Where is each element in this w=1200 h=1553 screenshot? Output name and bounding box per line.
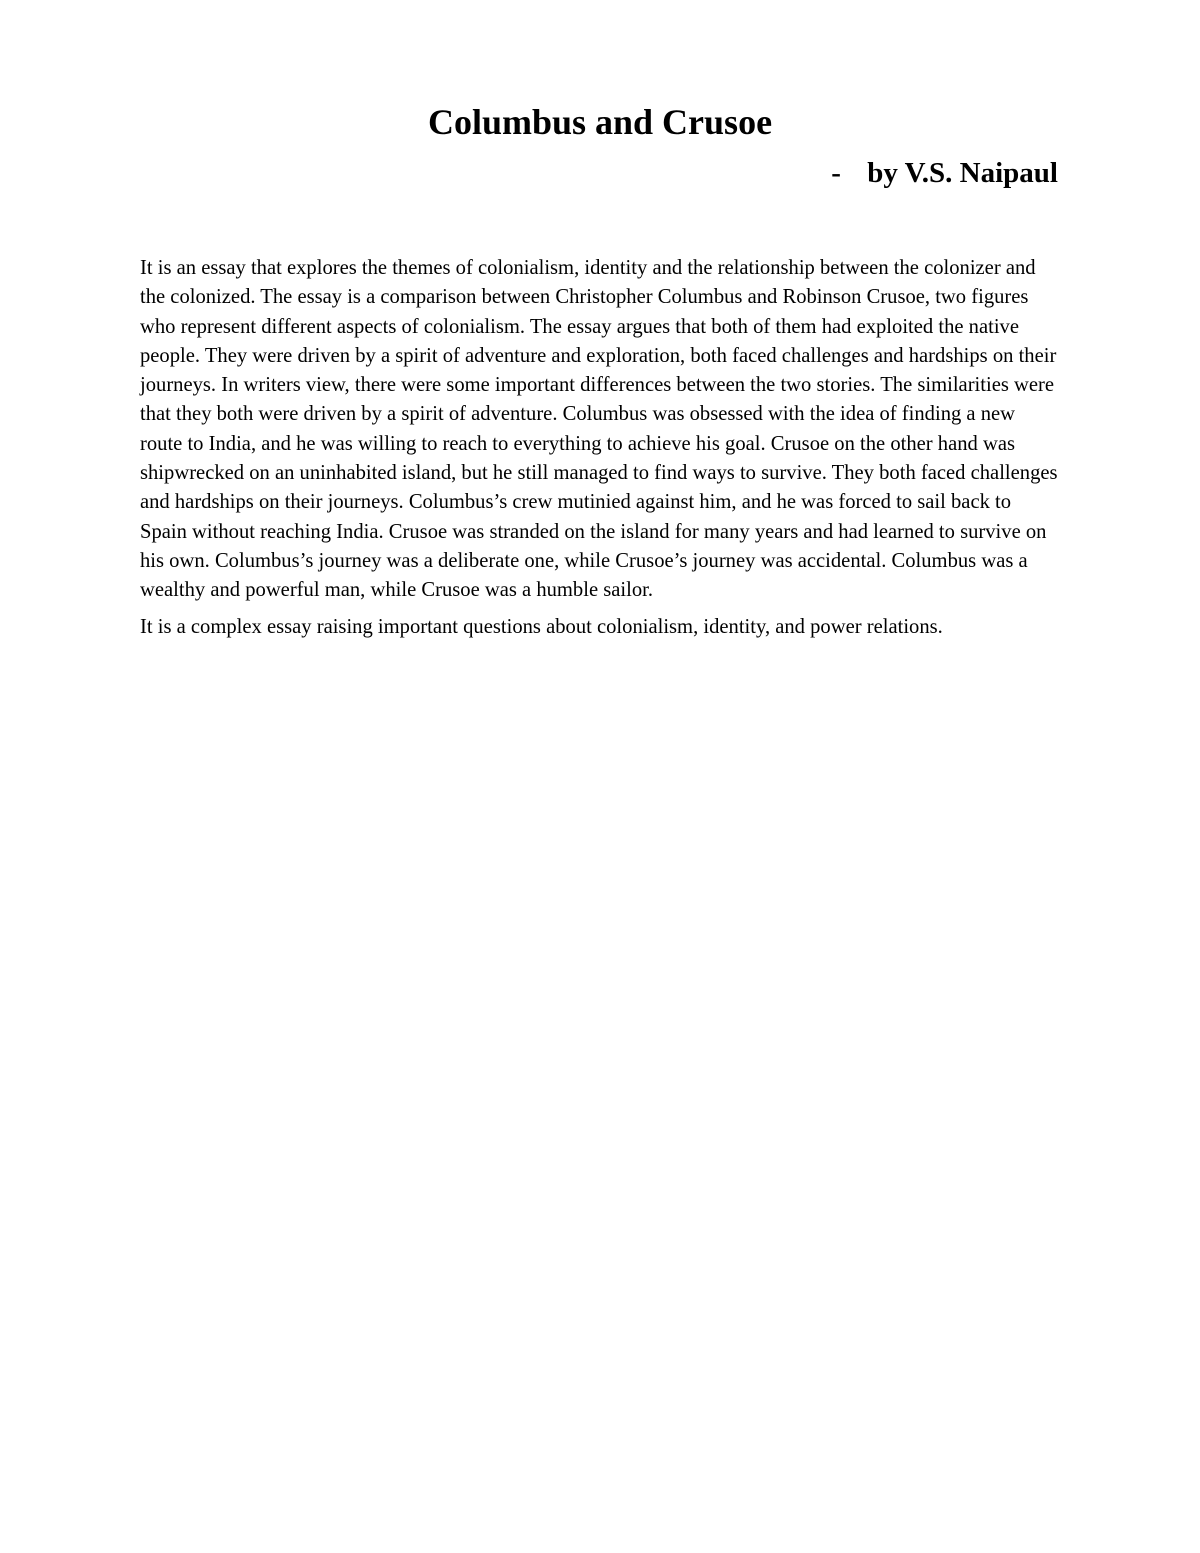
byline-text: by V.S. Naipaul: [867, 157, 1058, 189]
author-byline: [831, 153, 1058, 193]
paragraph: It is an essay that explores the themes of colonialism, identity and the relationship between the colonizer and the colonized. The essay is a comparison between Christopher Columbus and Robinson Crusoe, two figures who represent different aspects of colonialism. The essay argues that both of them had exploited the native people. They were driven by a spirit of adventure and exploration, both faced challenges and hardships on their journeys. In writers view, there were some important differences between the two stories. The similarities were that they both were driven by a spirit of adventure. Columbus was obsessed with the idea of finding a new route to India, and he was willing to reach to everything to achieve his goal. Crusoe on the other hand was shipwrecked on an uninhabited island, but he still managed to find ways to survive. They both faced challenges and hardships on their journeys. Columbus’s crew mutinied against him, and he was forced to sail back to Spain without reaching India. Crusoe was stranded on the island for many years and had learned to survive on his own. Columbus’s journey was a deliberate one, while Crusoe’s journey was accidental. Columbus was a wealthy and powerful man, while Crusoe was a humble sailor.: [140, 257, 1058, 602]
essay-body: [140, 254, 1060, 649]
paragraph: It is a complex essay raising important questions about colonialism, identity, and power relations.: [140, 615, 943, 638]
byline-dash: -: [831, 157, 841, 189]
document-title: Columbus and Crusoe: [427, 102, 773, 142]
